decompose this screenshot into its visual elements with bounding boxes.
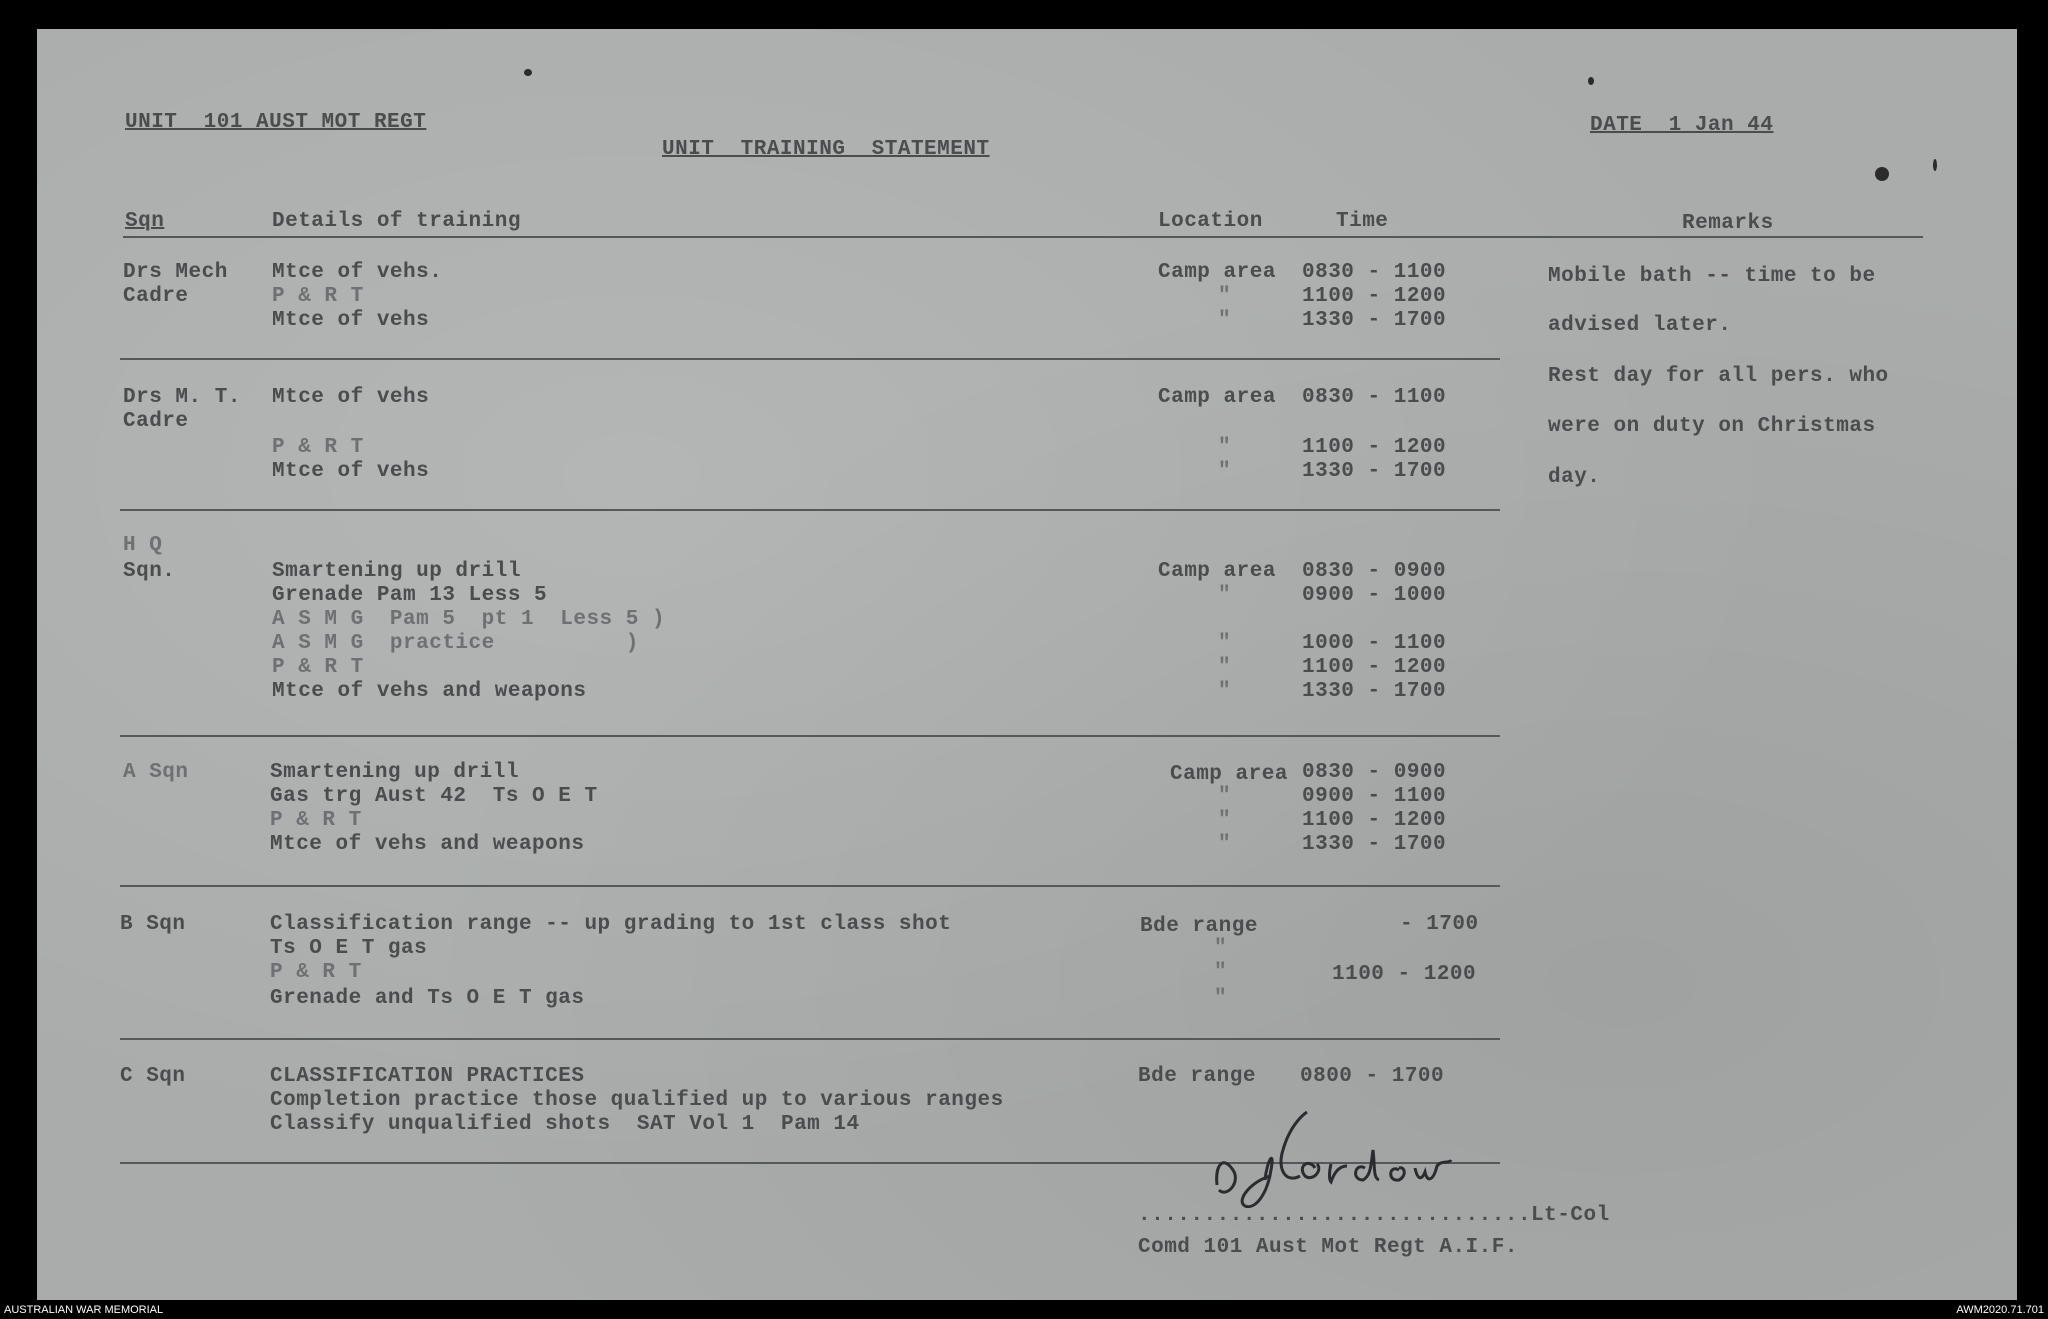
location: " (1218, 632, 1232, 655)
sqn-label: H Q (123, 534, 163, 557)
time-range: 0830 - 0900 (1302, 761, 1447, 784)
time-range: 0830 - 1100 (1302, 261, 1447, 284)
date-label: DATE 1 Jan 44 (1590, 114, 1774, 137)
location: " (1218, 436, 1232, 459)
location: Camp area (1158, 560, 1276, 583)
training-detail: Completion practice those qualified up to various ranges (270, 1089, 1004, 1112)
punch-hole-mark (1588, 77, 1594, 85)
location: " (1214, 937, 1228, 960)
remark-line: advised later. (1548, 314, 1732, 337)
footer-accession-number: AWM2020.71.701 (1956, 1304, 2044, 1316)
training-detail: Gas trg Aust 42 Ts O E T (270, 785, 598, 808)
location: Camp area (1170, 763, 1288, 786)
section-rule (120, 358, 1500, 360)
location: " (1214, 961, 1228, 984)
training-detail: P & R T (272, 436, 364, 459)
sqn-label: Drs Mech (123, 261, 228, 284)
location: " (1218, 285, 1232, 308)
section-rule (120, 509, 1500, 511)
location: " (1218, 785, 1232, 808)
training-detail: Mtce of vehs and weapons (270, 833, 585, 856)
location: " (1218, 656, 1232, 679)
training-detail: Mtce of vehs. (272, 261, 443, 284)
time-range: 0900 - 1000 (1302, 584, 1447, 607)
document-title: UNIT TRAINING STATEMENT (662, 138, 990, 161)
section-rule (120, 735, 1500, 737)
unit-label: UNIT 101 AUST MOT REGT (125, 111, 427, 134)
footer-archive-name: AUSTRALIAN WAR MEMORIAL (4, 1304, 164, 1316)
sqn-label: Sqn. (123, 560, 176, 583)
header-rule (123, 236, 1923, 238)
signature-dots: ..............................Lt-Col (1138, 1204, 1610, 1227)
location: Camp area (1158, 261, 1276, 284)
time-range: 0900 - 1100 (1302, 785, 1447, 808)
training-detail: Mtce of vehs (272, 386, 430, 409)
location: " (1218, 309, 1232, 332)
training-detail: Grenade Pam 13 Less 5 (272, 584, 548, 607)
time-range: 1100 - 1200 (1302, 285, 1447, 308)
sqn-label: Cadre (123, 285, 189, 308)
col-details: Details of training (272, 210, 521, 233)
training-detail: Mtce of vehs (272, 460, 430, 483)
sqn-label: A Sqn (123, 761, 189, 784)
time-range: 1100 - 1200 (1302, 436, 1447, 459)
time-range: 1100 - 1200 (1302, 809, 1447, 832)
location: Bde range (1140, 915, 1258, 938)
punch-hole-mark (1875, 167, 1889, 181)
training-detail: P & R T (272, 656, 364, 679)
training-detail: A S M G Pam 5 pt 1 Less 5 ) (272, 608, 666, 631)
time-range: 0800 - 1700 (1300, 1065, 1445, 1088)
training-detail: Mtce of vehs (272, 309, 430, 332)
punch-hole-mark (524, 69, 532, 76)
location: Camp area (1158, 386, 1276, 409)
location: " (1218, 584, 1232, 607)
time-range: 1330 - 1700 (1302, 460, 1447, 483)
training-detail: P & R T (270, 809, 362, 832)
col-time: Time (1336, 210, 1389, 233)
training-detail: Ts O E T gas (270, 937, 428, 960)
training-detail: P & R T (270, 961, 362, 984)
location: " (1214, 987, 1228, 1010)
section-rule (120, 885, 1500, 887)
time-range: 0830 - 1100 (1302, 386, 1447, 409)
training-detail: P & R T (272, 285, 364, 308)
time-range: 0830 - 0900 (1302, 560, 1447, 583)
location: Bde range (1138, 1065, 1256, 1088)
training-detail: Mtce of vehs and weapons (272, 680, 587, 703)
col-remarks: Remarks (1682, 212, 1774, 235)
sqn-label: C Sqn (120, 1065, 186, 1088)
section-rule (120, 1038, 1500, 1040)
time-range: 1330 - 1700 (1302, 680, 1447, 703)
sqn-label: Cadre (123, 410, 189, 433)
time-range: 1330 - 1700 (1302, 309, 1447, 332)
time-range: - 1700 (1400, 913, 1479, 936)
training-detail: A S M G practice ) (272, 632, 639, 655)
time-range: 1330 - 1700 (1302, 833, 1447, 856)
training-detail: Classify unqualified shots SAT Vol 1 Pam 14 (270, 1113, 860, 1136)
training-detail: Grenade and Ts O E T gas (270, 987, 585, 1010)
location: " (1218, 833, 1232, 856)
training-detail: Smartening up drill (272, 560, 521, 583)
col-location: Location (1158, 210, 1263, 233)
training-detail: CLASSIFICATION PRACTICES (270, 1065, 585, 1088)
signature-line: Comd 101 Aust Mot Regt A.I.F. (1138, 1236, 1518, 1259)
remark-line: Rest day for all pers. who (1548, 365, 1889, 388)
col-sqn: Sqn (125, 210, 165, 233)
location: " (1218, 809, 1232, 832)
time-range: 1100 - 1200 (1332, 963, 1477, 986)
time-range: 1000 - 1100 (1302, 632, 1447, 655)
remark-line: were on duty on Christmas (1548, 415, 1876, 438)
punch-hole-mark (1933, 159, 1937, 171)
location: " (1218, 460, 1232, 483)
remark-line: day. (1548, 466, 1601, 489)
sqn-label: B Sqn (120, 913, 186, 936)
sqn-label: Drs M. T. (123, 386, 241, 409)
training-detail: Smartening up drill (270, 761, 519, 784)
location: " (1218, 680, 1232, 703)
training-detail: Classification range -- up grading to 1st class shot (270, 913, 952, 936)
time-range: 1100 - 1200 (1302, 656, 1447, 679)
remark-line: Mobile bath -- time to be (1548, 265, 1876, 288)
